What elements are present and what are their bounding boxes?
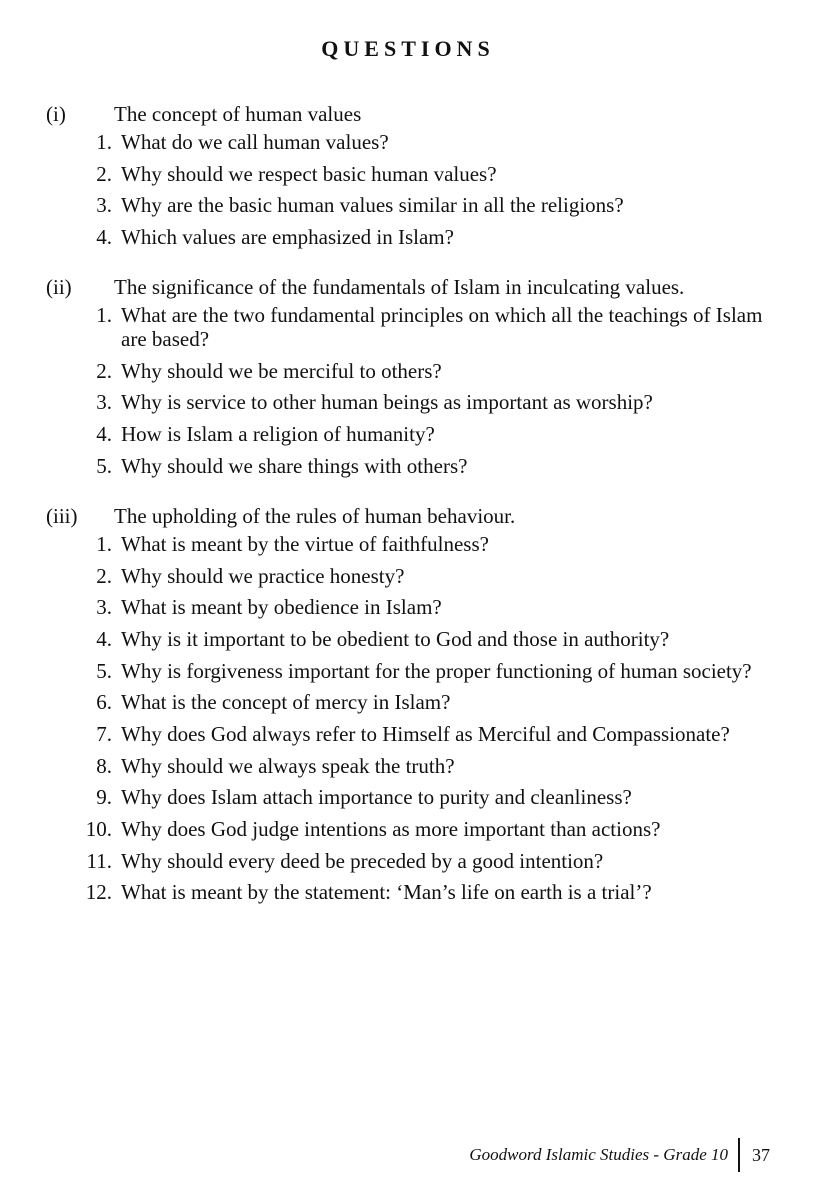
question-text: Why does God judge intentions as more important than actions?	[121, 817, 661, 841]
section-heading	[46, 500, 766, 532]
question-text: What is the concept of mercy in Islam?	[121, 690, 451, 715]
question-text: Why is forgiveness important for the proper functioning of human society?	[121, 658, 752, 683]
question-number: 12.	[85, 880, 112, 905]
question-number: 2.	[96, 161, 112, 186]
section-heading-text: The concept of human values	[114, 102, 362, 126]
question-text: What is meant by obedience in Islam?	[121, 595, 442, 620]
question-number: 5.	[96, 658, 112, 683]
question-item	[46, 754, 766, 778]
question-item	[46, 849, 766, 873]
question-number: 8.	[96, 753, 112, 778]
question-text: What is meant by the virtue of faithfulness?	[121, 531, 489, 556]
question-item	[46, 659, 766, 683]
question-item	[46, 422, 766, 446]
question-number: 4.	[96, 225, 112, 250]
section-numeral: (i)	[46, 102, 66, 126]
question-text: Why is service to other human beings as important as worship?	[121, 390, 653, 415]
question-item	[46, 359, 766, 383]
question-section	[46, 98, 766, 249]
question-text: Which values are emphasized in Islam?	[121, 225, 454, 250]
question-number: 7.	[96, 721, 112, 746]
question-text: Why should we be merciful to others?	[121, 358, 442, 383]
question-item	[46, 785, 766, 809]
question-text: Why does God always refer to Himself as Merciful and Compassionate?	[121, 721, 730, 746]
question-number: 2.	[96, 358, 112, 383]
question-item	[46, 454, 766, 478]
section-heading-text: The significance of the fundamentals of Islam in inculcating values.	[114, 275, 685, 300]
question-section	[46, 271, 766, 478]
question-item	[46, 193, 766, 217]
footer-divider	[738, 1138, 740, 1172]
question-text: Why should every deed be preceded by a good intention?	[121, 848, 604, 873]
question-text: Why does Islam attach importance to purity and cleanliness?	[121, 785, 632, 810]
footer-book-title: Goodword Islamic Studies - Grade 10	[469, 1145, 728, 1164]
section-heading-text: The upholding of the rules of human behaviour.	[114, 503, 516, 528]
question-item	[46, 225, 766, 249]
question-text: Why should we practice honesty?	[121, 563, 405, 588]
questions-content	[46, 98, 766, 926]
question-item	[46, 564, 766, 588]
question-number: 11.	[86, 848, 112, 873]
question-item	[46, 303, 766, 351]
page-number: 37	[752, 1144, 770, 1165]
section-numeral: (iii)	[46, 503, 78, 528]
page-footer	[0, 1138, 770, 1172]
question-number: 3.	[96, 193, 112, 218]
question-text: What is meant by the statement: ‘Man’s life on earth is a trial’?	[121, 880, 652, 905]
question-number: 10.	[85, 817, 112, 841]
question-number: 5.	[96, 453, 112, 478]
question-item	[46, 390, 766, 414]
question-number: 4.	[96, 422, 112, 447]
question-item	[46, 130, 766, 154]
question-number: 9.	[96, 785, 112, 810]
question-text: What are the two fundamental principles on which all the teachings of Islam are based?	[121, 303, 763, 352]
section-numeral: (ii)	[46, 275, 72, 300]
question-text: What do we call human values?	[121, 130, 389, 154]
question-section	[46, 500, 766, 905]
question-item	[46, 595, 766, 619]
question-number: 2.	[96, 563, 112, 588]
section-heading	[46, 98, 766, 130]
question-text: How is Islam a religion of humanity?	[121, 422, 435, 447]
question-number: 6.	[96, 690, 112, 715]
question-text: Why are the basic human values similar in all the religions?	[121, 193, 624, 218]
question-number: 3.	[96, 595, 112, 620]
question-number: 3.	[96, 390, 112, 415]
question-item	[46, 722, 766, 746]
question-number: 1.	[96, 531, 112, 556]
question-item	[46, 162, 766, 186]
question-item	[46, 532, 766, 556]
question-item	[46, 627, 766, 651]
question-item	[46, 880, 766, 904]
question-number: 4.	[96, 626, 112, 651]
question-text: Why should we always speak the truth?	[121, 753, 455, 778]
question-text: Why is it important to be obedient to God and those in authority?	[121, 626, 670, 651]
question-item	[46, 690, 766, 714]
question-text: Why should we respect basic human values?	[121, 161, 497, 186]
page-title: QUESTIONS	[321, 36, 495, 61]
question-text: Why should we share things with others?	[121, 453, 468, 478]
question-number: 1.	[96, 303, 112, 328]
question-item	[46, 817, 766, 841]
question-number: 1.	[96, 130, 112, 154]
section-heading	[46, 271, 766, 303]
